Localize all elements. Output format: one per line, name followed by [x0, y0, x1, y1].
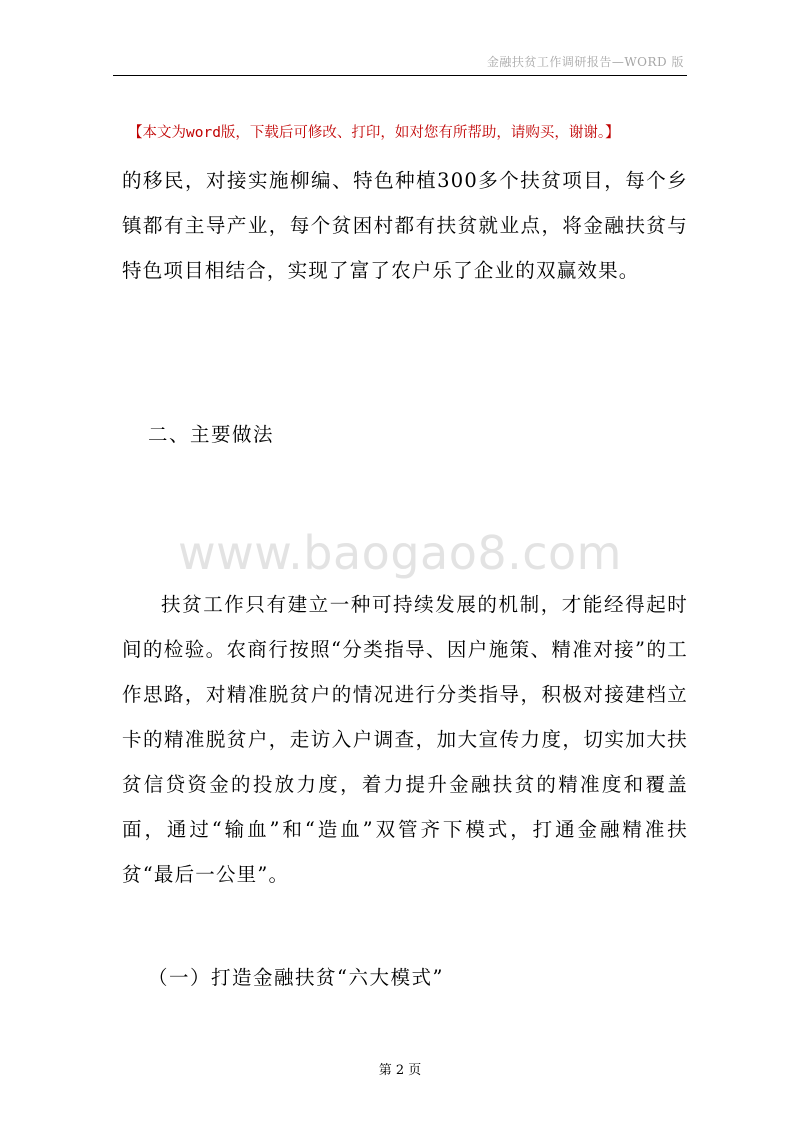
- section-heading-main-practices: 二、主要做法: [148, 423, 275, 446]
- body-paragraph-1: 的移民，对接实施柳编、特色种植300多个扶贫项目，每个乡镇都有主导产业，每个贫困村都有扶贫就业点，将金融扶贫与特色项目相结合，实现了富了农户乐了企业的双赢效果。: [122, 169, 688, 282]
- purchase-notice: 【本文为word版，下载后可修改、打印，如对您有所帮助，请购买，谢谢。】: [128, 125, 620, 141]
- watermark: www.baogao8.com: [178, 526, 622, 580]
- header-divider: [113, 75, 687, 76]
- body-paragraph-2: 扶贫工作只有建立一种可持续发展的机制，才能经得起时间的检验。农商行按照“分类指导、因户施策、精准对接”的工作思路，对精准脱贫户的情况进行分类指导，积极对接建档立卡的精准脱贫户，走访入户调查，加大宣传力度，切实加大扶贫信贷资金的投放力度，着力提升金融扶贫的精准度和覆盖面，通过“输血”和“造血”双管齐下模式，打通金融精准扶贫“最后一公里”。: [122, 593, 688, 886]
- page-number: 第 2 页: [378, 1063, 422, 1078]
- subsection-heading-six-models: （一）打造金融扶贫“六大模式”: [148, 966, 444, 989]
- header-title: 金融扶贫工作调研报告—WORD 版: [486, 55, 684, 69]
